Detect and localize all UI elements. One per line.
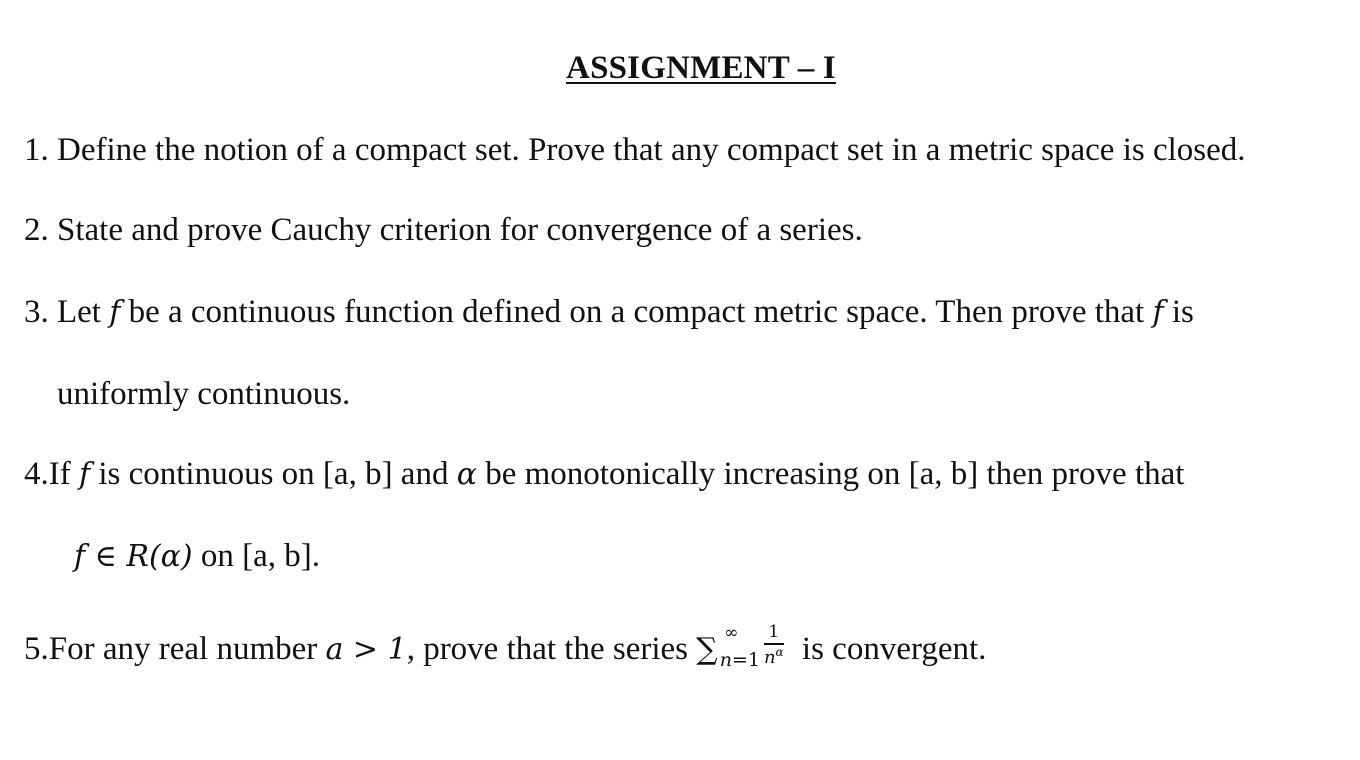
question-3-prefix: 3. Let	[24, 294, 110, 330]
question-4	[24, 458, 1184, 491]
fraction-one-over-n-alpha	[764, 624, 784, 667]
math-f: f	[1152, 295, 1164, 330]
page-title: ASSIGNMENT – I	[566, 50, 836, 86]
math-f-in-r-alpha: f ∈ R(α)	[74, 539, 193, 574]
fraction-numerator: 1	[764, 624, 784, 645]
math-a-gt-1: a > 1	[325, 632, 407, 668]
question-5-end: is convergent.	[793, 631, 987, 668]
question-2: 2. State and prove Cauchy criterion for convergence of a series.	[24, 212, 863, 248]
question-3-mid: be a continuous function defined on a compact metric space. Then prove that	[120, 294, 1153, 330]
question-3-continued: uniformly continuous.	[57, 376, 351, 412]
sum-upper-limit: ∞	[724, 623, 739, 644]
question-4-cont-text: on [a, b].	[192, 538, 321, 574]
sum-lower-limit: n=1	[719, 649, 760, 672]
sigma-symbol: ∑	[696, 632, 718, 668]
question-4-prefix: 4.If	[24, 456, 79, 492]
math-alpha: α	[456, 457, 477, 492]
question-4-end: be monotonically increasing on [a, b] then prove that	[476, 456, 1185, 492]
math-f: f	[109, 295, 121, 330]
question-3-end: is	[1163, 294, 1194, 330]
series-sum	[696, 623, 760, 672]
math-f: f	[78, 457, 91, 492]
question-4-mid: is continuous on [a, b] and	[90, 456, 457, 492]
question-3	[24, 296, 1194, 329]
question-4-continued	[74, 540, 320, 573]
question-5-prefix: 5.For any real number	[24, 631, 326, 668]
question-1: 1. Define the notion of a compact set. Prove that any compact set in a metric space is closed.	[24, 132, 1246, 168]
question-5-mid: , prove that the series	[406, 631, 697, 668]
question-5	[24, 622, 987, 673]
fraction-denominator: $n^\alpha$	[763, 645, 784, 668]
